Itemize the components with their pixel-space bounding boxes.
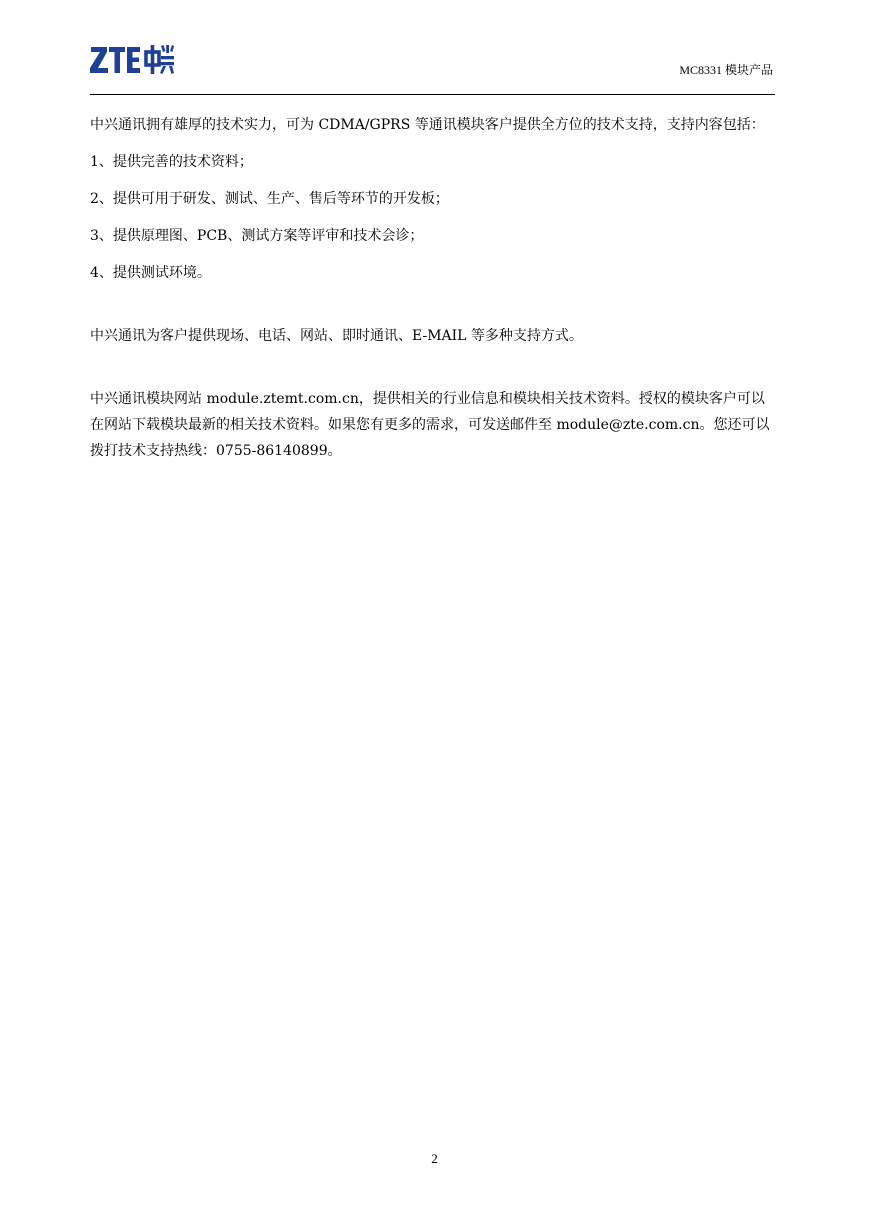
website-info-paragraph: 中兴通讯模块网站 module.ztemt.com.cn，提供相关的行业信息和模块相关技术资料。授权的模块客户可以在网站下载模块最新的相关技术资料。如果您有更多的需求，可发送邮件至 module@zte.com.cn。您还可以拨打技术支持热线：0755-86140899。 [90, 391, 770, 459]
page-number: 2 [431, 1151, 438, 1166]
page-content [90, 112, 778, 464]
list-item: 3、提供原理图、PCB、测试方案等评审和技术会诊； [90, 228, 424, 244]
header-title: MC8331 模块产品 [679, 63, 773, 77]
list-item: 1、提供完善的技术资料； [90, 154, 253, 170]
list-item: 2、提供可用于研发、测试、生产、售后等环节的开发板； [90, 191, 449, 207]
page-header [90, 42, 775, 95]
intro-paragraph: 中兴通讯拥有雄厚的技术实力，可为 CDMA/GPRS 等通讯模块客户提供全方位的技术支持，支持内容包括： [90, 117, 765, 133]
support-methods-paragraph: 中兴通讯为客户提供现场、电话、网站、即时通讯、E-MAIL 等多种支持方式。 [90, 328, 583, 344]
zte-logo [90, 42, 174, 76]
list-item: 4、提供测试环境。 [90, 265, 211, 281]
